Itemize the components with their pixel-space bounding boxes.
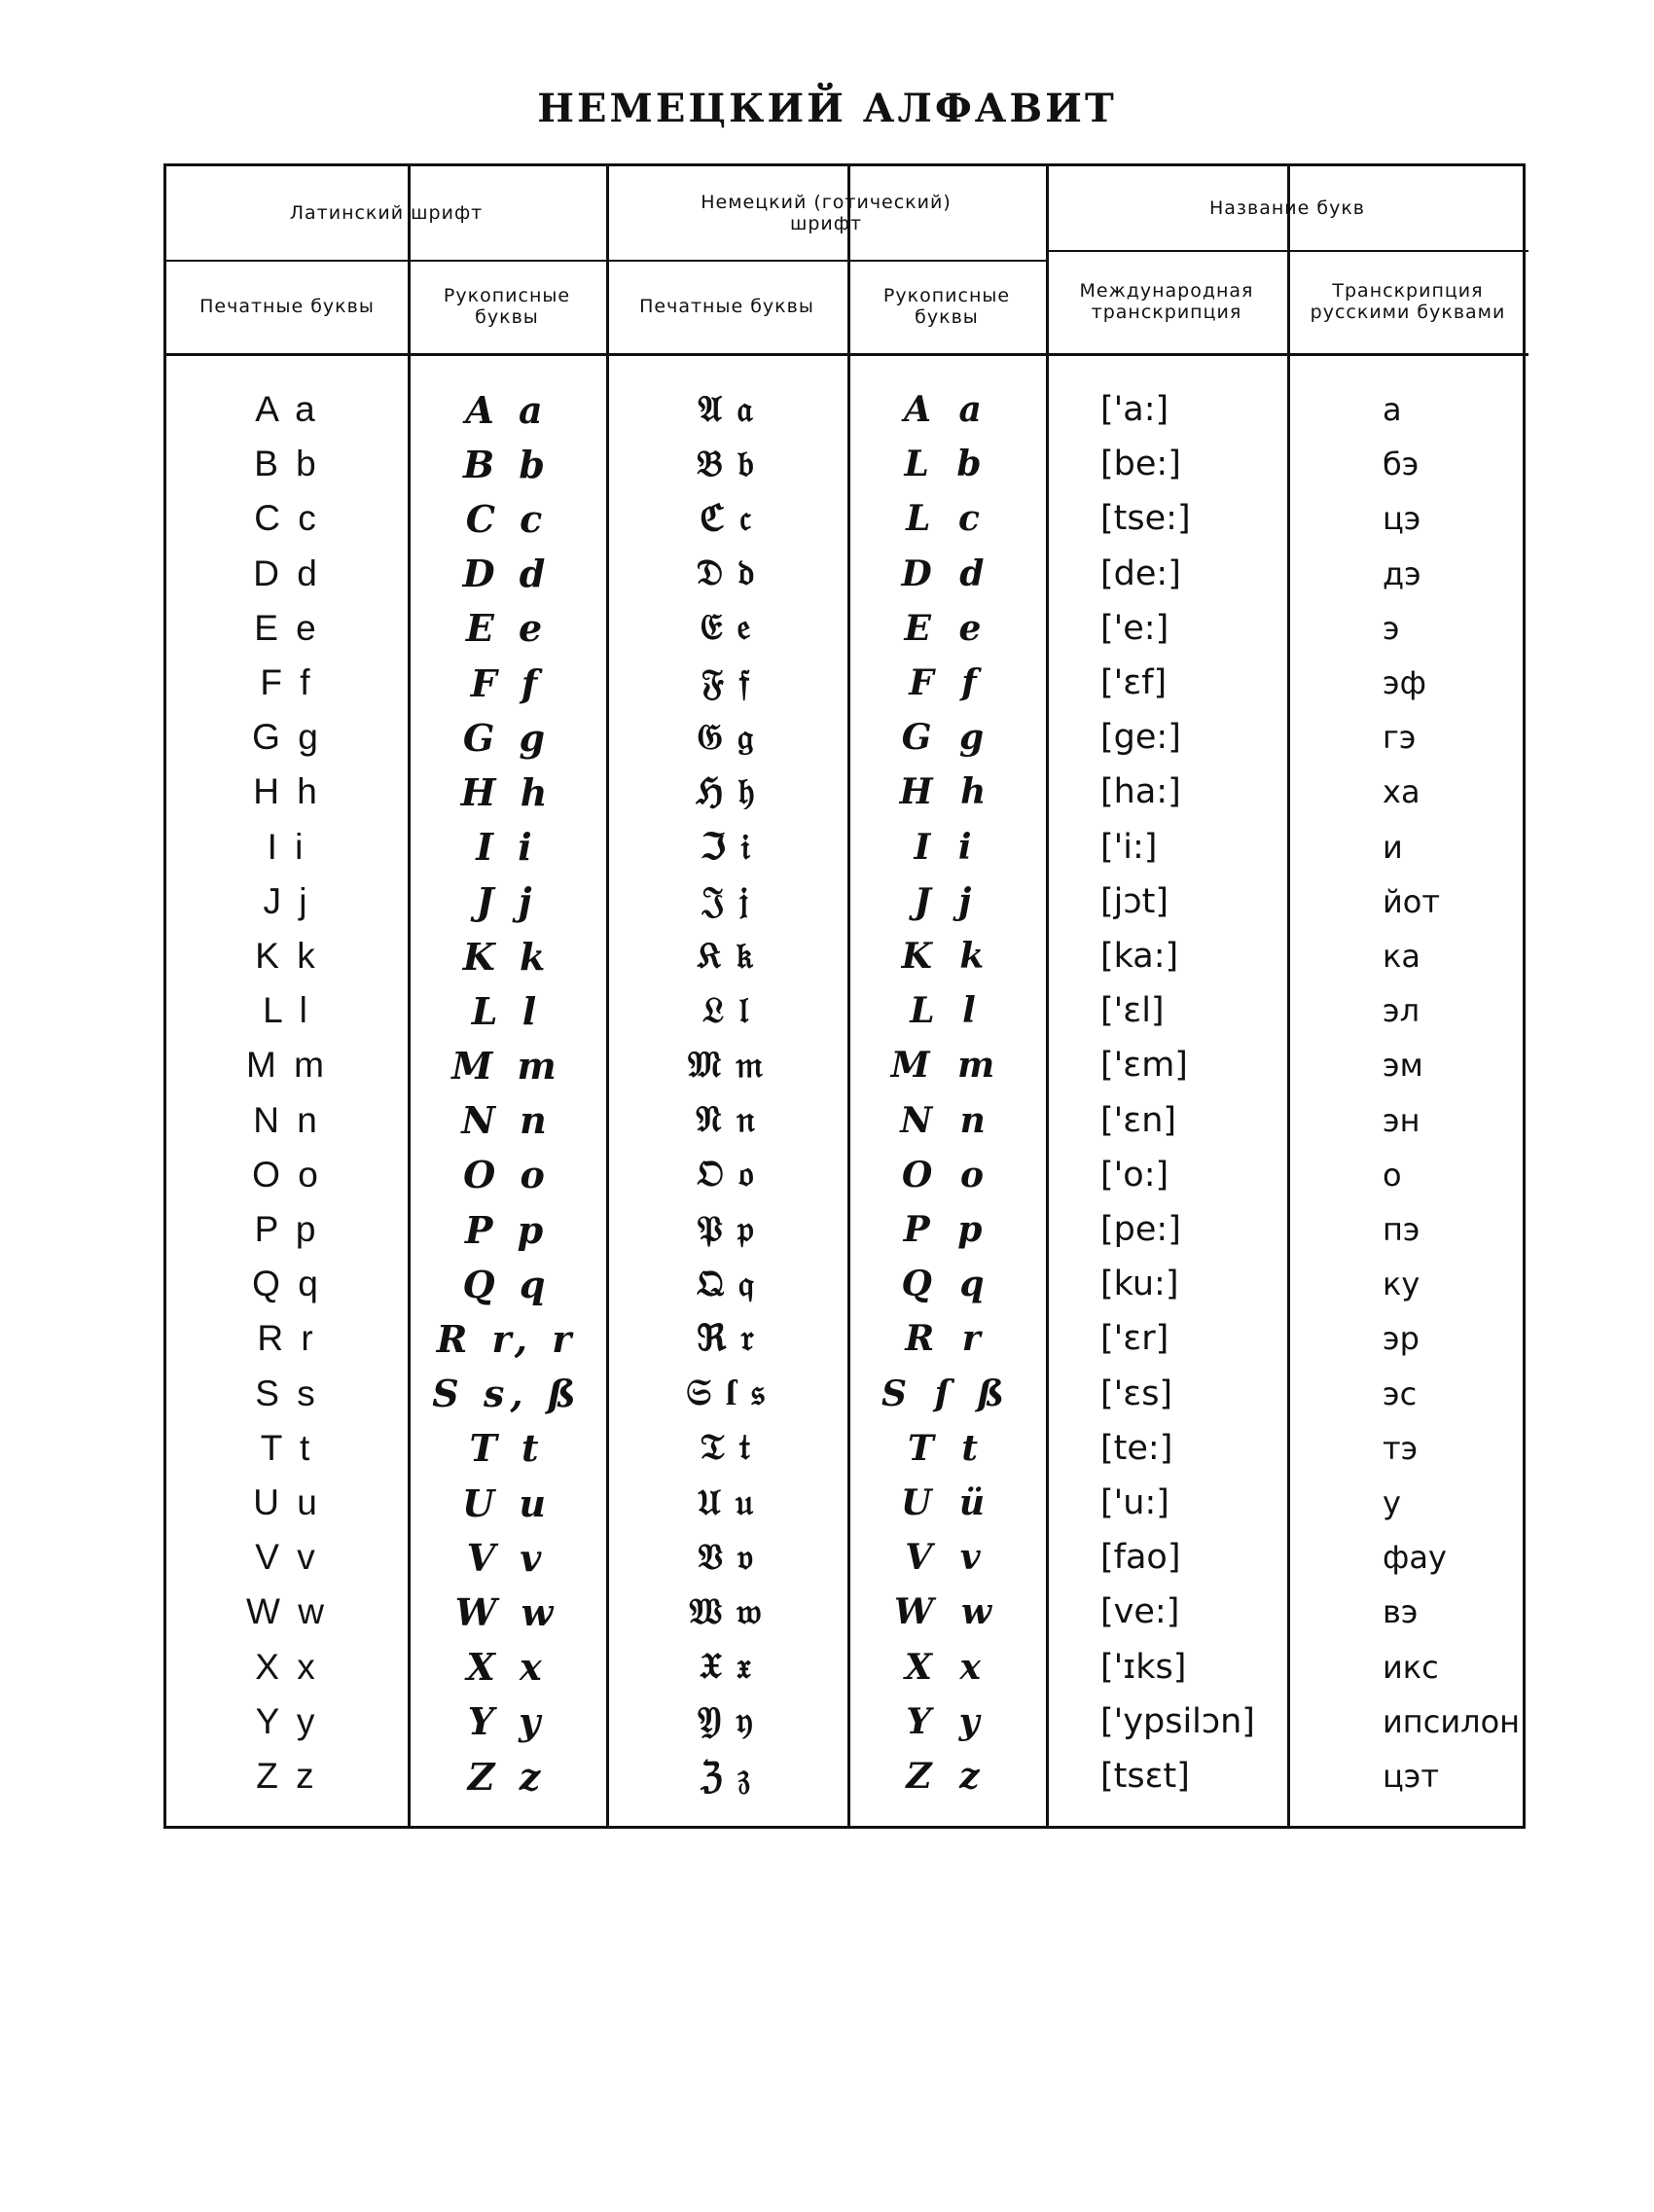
latin-hand-cell: C c: [465, 496, 549, 541]
gothic-print-cell: 𝔏 𝔩: [702, 990, 751, 1031]
latin-hand-cell: R r, r: [436, 1316, 578, 1361]
gothic-hand-cell: P p: [903, 1209, 990, 1250]
intl-transcription-cell: [pe:]: [1100, 1210, 1181, 1249]
page-title: НЕМЕЦКИЙ АЛФАВИТ: [537, 86, 1117, 131]
intl-transcription-cell: [be:]: [1100, 445, 1181, 484]
latin-print-cell: E e: [254, 607, 320, 648]
gothic-print-cell: 𝔐 𝔪: [687, 1045, 767, 1086]
gothic-print-cell: ℑ 𝔦: [701, 827, 753, 868]
gothic-hand-cell: J j: [914, 880, 980, 922]
gothic-hand-cell: I i: [914, 826, 980, 868]
latin-hand-cell: L l: [471, 988, 543, 1033]
gothic-print-cell: 𝔜 𝔶: [698, 1701, 756, 1742]
gothic-print-cell: 𝔄 𝔞: [698, 389, 756, 430]
latin-print-cell: P p: [254, 1209, 320, 1249]
latin-print-cell: Q q: [252, 1264, 322, 1304]
header-gothic-hand: Рукописные буквы: [882, 285, 1011, 328]
rus-transcription-cell: ха: [1383, 773, 1420, 811]
gothic-print-cell: 𝔒 𝔬: [697, 1155, 757, 1195]
gothic-hand-cell: D d: [901, 553, 992, 594]
latin-hand-cell: W w: [454, 1589, 559, 1634]
latin-print-cell: B b: [254, 444, 320, 484]
gothic-hand-cell: N n: [900, 1099, 993, 1141]
intl-transcription-cell: ['ɛf]: [1100, 663, 1168, 702]
latin-print-cell: U u: [253, 1482, 321, 1522]
rus-transcription-cell: бэ: [1383, 446, 1420, 483]
latin-hand-cell: O o: [463, 1153, 551, 1197]
intl-transcription-cell: [ka:]: [1100, 937, 1179, 976]
intl-transcription-cell: ['ɛm]: [1100, 1046, 1188, 1086]
rus-transcription-cell: тэ: [1383, 1429, 1419, 1467]
latin-hand-cell: B b: [463, 442, 551, 486]
latin-hand-cell: Z z: [467, 1754, 547, 1799]
gothic-print-cell: ℭ 𝔠: [700, 499, 754, 540]
gothic-hand-cell: W w: [894, 1591, 999, 1633]
latin-hand-cell: Q q: [462, 1262, 552, 1306]
intl-transcription-cell: [ku:]: [1100, 1265, 1179, 1304]
gothic-print-cell: ℜ 𝔯: [697, 1319, 757, 1360]
rus-transcription-cell: эс: [1383, 1374, 1418, 1412]
intl-transcription-cell: [tse:]: [1100, 499, 1191, 539]
gothic-hand-cell: H h: [899, 771, 994, 813]
gothic-hand-cell: E e: [904, 607, 989, 649]
latin-print-cell: J j: [263, 880, 311, 921]
latin-hand-cell: N n: [461, 1098, 553, 1143]
rus-transcription-cell: вэ: [1383, 1593, 1419, 1631]
latin-print-cell: R r: [257, 1318, 317, 1359]
latin-hand-cell: P p: [464, 1207, 550, 1252]
intl-transcription-cell: ['o:]: [1100, 1155, 1169, 1195]
rus-transcription-cell: а: [1383, 391, 1402, 428]
intl-transcription-cell: [te:]: [1100, 1428, 1173, 1468]
latin-print-cell: Z z: [256, 1756, 318, 1796]
latin-print-cell: N n: [253, 1099, 321, 1140]
gothic-print-cell: 𝔉 𝔣: [701, 662, 753, 703]
gothic-hand-cell: A a: [904, 389, 989, 430]
intl-transcription-cell: ['u:]: [1100, 1483, 1169, 1522]
latin-hand-cell: A a: [465, 387, 549, 432]
gothic-print-cell: 𝔊 𝔤: [697, 717, 757, 758]
gothic-hand-cell: F f: [909, 662, 985, 703]
rus-transcription-cell: у: [1383, 1484, 1401, 1521]
rus-transcription-cell: и: [1383, 828, 1403, 866]
header-rus-transcription: Транскрипция русскими буквами: [1310, 280, 1506, 323]
latin-print-cell: T t: [260, 1427, 314, 1468]
gothic-hand-cell: O o: [902, 1154, 991, 1195]
latin-hand-cell: S s, ß: [432, 1372, 582, 1416]
intl-transcription-cell: [ge:]: [1100, 718, 1181, 758]
latin-print-cell: L l: [263, 990, 311, 1031]
latin-print-cell: G g: [252, 717, 322, 758]
latin-hand-cell: Y y: [467, 1699, 547, 1744]
latin-hand-cell: I i: [476, 825, 538, 870]
rus-transcription-cell: э: [1383, 609, 1400, 647]
header-latin-group: Латинский шрифт: [289, 202, 484, 224]
rus-transcription-cell: дэ: [1383, 554, 1421, 592]
intl-transcription-cell: [de:]: [1100, 553, 1181, 593]
gothic-print-cell: 𝔖 ſ 𝔰: [686, 1374, 768, 1414]
latin-hand-cell: K k: [462, 934, 552, 979]
gothic-print-cell: ℨ 𝔷: [700, 1757, 754, 1797]
latin-print-cell: O o: [252, 1154, 322, 1195]
rus-transcription-cell: йот: [1383, 882, 1441, 920]
intl-transcription-cell: [jɔt]: [1100, 881, 1169, 921]
latin-print-cell: V v: [255, 1537, 319, 1578]
latin-print-cell: H h: [253, 771, 321, 812]
latin-print-cell: F f: [260, 662, 314, 702]
gothic-print-cell: 𝔘 𝔲: [697, 1482, 757, 1523]
latin-hand-cell: D d: [462, 552, 552, 596]
gothic-hand-cell: L b: [904, 444, 989, 485]
rus-transcription-cell: пэ: [1383, 1211, 1420, 1248]
intl-transcription-cell: [fao]: [1100, 1538, 1181, 1578]
column-divider: [1287, 166, 1290, 1826]
gothic-hand-cell: Y y: [906, 1700, 988, 1742]
latin-print-cell: C c: [254, 498, 320, 539]
rus-transcription-cell: эм: [1383, 1047, 1423, 1085]
latin-hand-cell: H h: [460, 769, 554, 814]
latin-hand-cell: T t: [469, 1426, 545, 1471]
latin-print-cell: X x: [255, 1646, 319, 1687]
gothic-hand-cell: L l: [910, 990, 984, 1032]
rus-transcription-cell: цэ: [1383, 500, 1421, 538]
rus-transcription-cell: ипсилон: [1383, 1702, 1521, 1740]
latin-hand-cell: E e: [465, 606, 549, 651]
intl-transcription-cell: ['e:]: [1100, 608, 1169, 648]
rus-transcription-cell: цэт: [1383, 1758, 1439, 1795]
rus-transcription-cell: ка: [1383, 938, 1420, 975]
intl-transcription-cell: ['ɛl]: [1100, 991, 1165, 1031]
alphabet-table: [163, 163, 1526, 1829]
gothic-print-cell: ℌ 𝔥: [696, 772, 758, 813]
intl-transcription-cell: ['a:]: [1100, 390, 1169, 429]
gothic-hand-cell: K k: [901, 936, 992, 977]
gothic-hand-cell: S ſ ß: [881, 1373, 1012, 1414]
column-divider: [1046, 166, 1049, 1826]
intl-transcription-cell: ['ɛs]: [1100, 1374, 1173, 1413]
gothic-hand-cell: T t: [908, 1427, 986, 1469]
header-gothic-print: Печатные буквы: [639, 296, 814, 317]
gothic-print-cell: 𝔎 𝔨: [698, 936, 756, 977]
intl-transcription-cell: ['ypsilɔn]: [1100, 1701, 1255, 1741]
gothic-print-cell: 𝔚 𝔴: [689, 1591, 765, 1632]
rus-transcription-cell: фау: [1383, 1539, 1447, 1577]
header-name-group: Название букв: [1208, 197, 1365, 219]
gothic-print-cell: 𝔓 𝔭: [697, 1209, 757, 1250]
intl-transcription-cell: ['ɪks]: [1100, 1647, 1187, 1687]
latin-print-cell: I i: [267, 826, 307, 867]
gothic-print-cell: 𝔑 𝔫: [696, 1100, 758, 1141]
header-intl-transcription: Международная транскрипция: [1079, 280, 1254, 323]
gothic-print-cell: 𝔇 𝔡: [696, 553, 758, 594]
gothic-hand-cell: U ü: [900, 1482, 993, 1523]
latin-hand-cell: J j: [476, 879, 538, 924]
gothic-hand-cell: L c: [906, 498, 988, 540]
intl-transcription-cell: ['ɛr]: [1100, 1319, 1169, 1359]
header-latin-hand: Рукописные буквы: [443, 285, 571, 328]
gothic-print-cell: 𝔙 𝔳: [697, 1537, 757, 1578]
intl-transcription-cell: ['i:]: [1100, 827, 1158, 867]
gothic-hand-cell: X x: [905, 1646, 989, 1688]
rus-transcription-cell: икс: [1383, 1648, 1439, 1686]
rus-transcription-cell: о: [1383, 1156, 1402, 1194]
latin-hand-cell: F f: [470, 660, 544, 705]
latin-print-cell: W w: [246, 1591, 328, 1632]
gothic-print-cell: 𝔛 𝔵: [700, 1647, 754, 1688]
latin-print-cell: D d: [253, 553, 321, 593]
header-bottom-rule: [166, 353, 1528, 356]
gothic-print-cell: 𝔔 𝔮: [697, 1264, 757, 1304]
rus-transcription-cell: эн: [1383, 1101, 1420, 1139]
intl-transcription-cell: ['ɛn]: [1100, 1100, 1177, 1140]
gothic-hand-cell: M m: [890, 1045, 1003, 1087]
intl-transcription-cell: [ve:]: [1100, 1592, 1180, 1632]
rus-transcription-cell: эр: [1383, 1320, 1420, 1358]
header-gothic-group: Немецкий (готический) шрифт: [701, 192, 952, 234]
gothic-print-cell: 𝔗 𝔱: [700, 1428, 754, 1469]
rus-transcription-cell: ку: [1383, 1266, 1420, 1303]
intl-transcription-cell: [tsɛt]: [1100, 1757, 1190, 1796]
latin-print-cell: Y y: [255, 1700, 319, 1741]
latin-hand-cell: M m: [451, 1043, 562, 1088]
rus-transcription-cell: гэ: [1383, 719, 1417, 757]
latin-hand-cell: G g: [462, 715, 552, 760]
gothic-print-cell: 𝔅 𝔟: [697, 444, 757, 484]
latin-hand-cell: V v: [466, 1535, 548, 1580]
latin-hand-cell: X x: [466, 1645, 548, 1690]
gothic-hand-cell: R r: [905, 1318, 989, 1360]
intl-transcription-cell: [ha:]: [1100, 772, 1181, 812]
latin-print-cell: A a: [255, 389, 319, 429]
gothic-print-cell: 𝔈 𝔢: [700, 608, 754, 649]
gothic-hand-cell: Q q: [901, 1264, 992, 1305]
gothic-hand-cell: V v: [905, 1537, 989, 1579]
rus-transcription-cell: эл: [1383, 992, 1420, 1030]
latin-print-cell: K k: [255, 936, 319, 976]
gothic-hand-cell: G g: [901, 717, 992, 759]
gothic-print-cell: 𝔍 𝔧: [701, 881, 752, 922]
latin-hand-cell: U u: [462, 1481, 552, 1525]
header-latin-print: Печатные буквы: [199, 296, 375, 317]
rus-transcription-cell: эф: [1383, 664, 1426, 701]
latin-print-cell: S s: [255, 1373, 319, 1413]
latin-print-cell: M m: [246, 1045, 328, 1086]
gothic-hand-cell: Z z: [906, 1756, 988, 1797]
